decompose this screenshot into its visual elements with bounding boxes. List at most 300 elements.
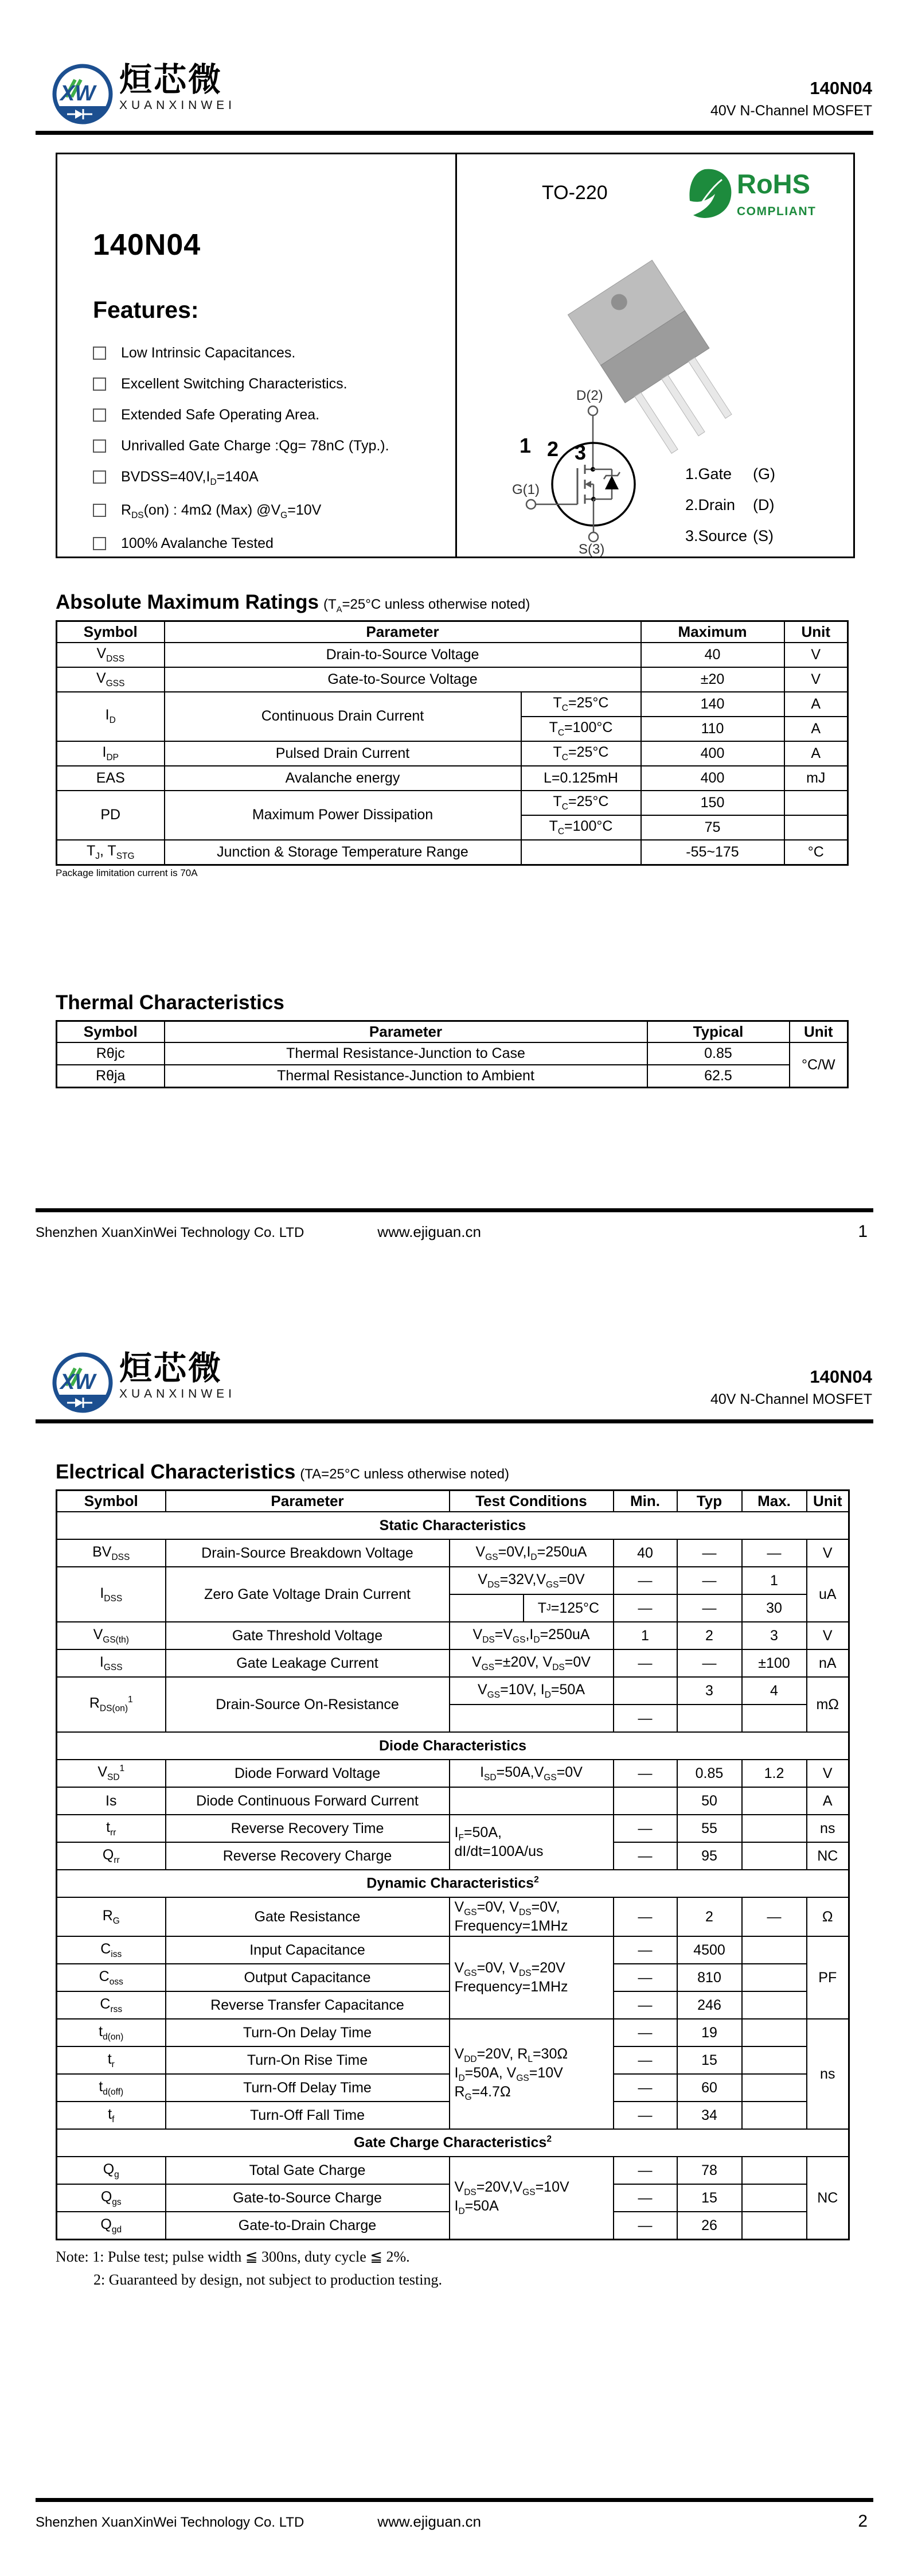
section-title: Gate Charge Characteristics$^2$ (57, 2129, 849, 2157)
section-row (57, 2129, 849, 2157)
max-cell: 30 (742, 1594, 807, 1622)
elec-title: Electrical Characteristics (56, 1461, 296, 1483)
cond-cell (450, 2019, 614, 2129)
min-cell: — (614, 1936, 677, 1964)
typ-cell: 78 (677, 2157, 742, 2184)
max-cell: 75 (641, 815, 784, 840)
unit-cell: V (807, 1539, 849, 1567)
footer-company: Shenzhen XuanXinWei Technology Co. LTD (36, 2515, 304, 2530)
typ-cell: 0.85 (647, 1042, 790, 1065)
sym-cell: $V_{GS(th)}$ (57, 1622, 166, 1649)
sym-cell: $V_{DSS}$ (57, 643, 165, 667)
unit-cell: NC (807, 1842, 849, 1870)
brand-block (119, 1352, 236, 1401)
max-cell (742, 2157, 807, 2184)
param-cell: Continuous Drain Current (165, 692, 521, 741)
typ-cell: 15 (677, 2046, 742, 2074)
col-unit: Unit (807, 1491, 849, 1512)
elec-title-note: (TA=25°C unless otherwise noted) (300, 1466, 509, 1482)
feature-item (93, 535, 389, 552)
checkbox-icon (93, 470, 106, 484)
company-logo-icon (49, 59, 116, 129)
page-number: 2 (858, 2512, 868, 2531)
typ-cell: 15 (677, 2184, 742, 2212)
feature-text: Unrivalled Gate Charge :Qg= 78nC (Typ.). (121, 438, 389, 454)
table-row (57, 1787, 849, 1815)
cond-cell (450, 1936, 614, 2019)
sym-cell: $V_{GSS}$ (57, 667, 165, 692)
unit-cell: PF (807, 1936, 849, 2019)
section-title: Dynamic Characteristics$^2$ (57, 1870, 849, 1897)
param-cell: Avalanche energy (165, 766, 521, 791)
param-cell: Turn-Off Fall Time (166, 2102, 450, 2129)
cond-line: dI/dt=100A/us (454, 1843, 544, 1859)
param-cell: Thermal Resistance-Junction to Case (165, 1042, 647, 1065)
typ-cell: 19 (677, 2019, 742, 2046)
note-line: Note: 1: Pulse test; pulse width ≦ 300ns, duty cycle ≦ 2%. (56, 2248, 410, 2265)
cond-cell (450, 1815, 614, 1870)
gate-label: G(1) (512, 482, 540, 497)
cond-line: Frequency=1MHz (454, 1979, 568, 1995)
table-row (57, 791, 848, 815)
part-number: 140N04 (810, 78, 872, 98)
feature-text: Extended Safe Operating Area. (121, 407, 320, 423)
min-cell (614, 1677, 677, 1705)
page2-footer (36, 2498, 873, 2531)
param-cell: Drain-Source Breakdown Voltage (166, 1539, 450, 1567)
pin-code: (D) (753, 496, 775, 513)
electrical-section (56, 1461, 850, 2289)
max-cell (742, 1842, 807, 1870)
header-part-block (710, 78, 872, 119)
sym-cell: $t_{d(on)}$ (57, 2019, 166, 2046)
package-limitation-note: Package limitation current is 70A (56, 867, 198, 878)
unit-cell (784, 815, 848, 840)
min-cell: — (614, 1964, 677, 1991)
typ-cell: 3 (677, 1677, 742, 1705)
param-cell: Input Capacitance (166, 1936, 450, 1964)
max-cell: ±100 (742, 1649, 807, 1677)
cond-cell: $V_{DS}=V_{GS},I_D=250uA$ (450, 1622, 614, 1649)
cond-cell: $I_{SD}=50A,V_{GS}=0V$ (450, 1760, 614, 1787)
col-typ: Typ (677, 1491, 742, 1512)
param-cell: Maximum Power Dissipation (165, 791, 521, 840)
unit-cell: A (784, 692, 848, 717)
feature-text: Excellent Switching Characteristics. (121, 376, 347, 392)
pin-code: (S) (753, 527, 774, 544)
header-rule (36, 131, 873, 135)
sym-cell: $t_{rr}$ (57, 1815, 166, 1842)
cond-line: $I_F=50A$, (454, 1824, 502, 1843)
pin2-number: 2 (547, 437, 559, 461)
cond-cell (450, 1787, 614, 1815)
col-symbol: Symbol (57, 1491, 166, 1512)
cond-cell: $T_C=25^\circ C$ (521, 791, 641, 815)
pin-function (685, 496, 775, 514)
col-maximum: Maximum (641, 621, 784, 643)
note-line: 2: Guaranteed by design, not subject to production testing. (93, 2271, 442, 2288)
sym-cell: $t_{d(off)}$ (57, 2074, 166, 2102)
table-row (57, 1539, 849, 1567)
typ-cell: 62.5 (647, 1065, 790, 1088)
thermal-table (56, 1020, 849, 1088)
checkbox-icon (93, 537, 106, 550)
table-header-row (57, 621, 848, 643)
typ-cell: 2 (677, 1622, 742, 1649)
cond-cell: $V_{GS}=10V$, $I_D=50A$ (450, 1677, 614, 1705)
intro-box (56, 153, 855, 558)
brand-block (119, 63, 236, 112)
part-subtitle: 40V N-Channel MOSFET (710, 103, 872, 119)
max-cell: 3 (742, 1622, 807, 1649)
cond-cell (450, 1705, 614, 1732)
company-logo-icon (49, 1348, 116, 1418)
package-name: TO-220 (542, 182, 608, 204)
param-cell: Output Capacitance (166, 1964, 450, 1991)
min-cell: — (614, 1897, 677, 1936)
cond-line: $V_{GS}=0V$, $V_{DS}=0V$, (454, 1899, 560, 1917)
col-parameter: Parameter (165, 621, 641, 643)
pin-function (685, 527, 775, 545)
abs-max-title: Absolute Maximum Ratings (56, 591, 319, 613)
part-subtitle: 40V N-Channel MOSFET (710, 1391, 872, 1407)
abs-max-table (56, 620, 849, 866)
max-cell (742, 2102, 807, 2129)
cond-cell: $T_C=100^\circ C$ (521, 815, 641, 840)
table-header-row (57, 1021, 848, 1043)
cond-cell: $V_{GS}=0V,I_D=250uA$ (450, 1539, 614, 1567)
features-panel (57, 154, 457, 557)
checkbox-icon (93, 347, 106, 360)
typ-cell: 34 (677, 2102, 742, 2129)
brand-name-chinese: 烜芯微 (119, 61, 222, 98)
param-cell: Pulsed Drain Current (165, 741, 521, 766)
feature-item (93, 407, 389, 423)
section-title: Diode Characteristics (57, 1732, 849, 1760)
package-panel (457, 154, 853, 557)
typ-cell: 810 (677, 1964, 742, 1991)
unit-cell: Ω (807, 1897, 849, 1936)
table-row (57, 667, 848, 692)
param-cell: Turn-Off Delay Time (166, 2074, 450, 2102)
rohs-compliant-icon (683, 165, 823, 227)
cond-line: $V_{DS}=20V,V_{GS}=10V$ (454, 2179, 569, 2197)
sym-cell: $t_f$ (57, 2102, 166, 2129)
section-title: Static Characteristics (57, 1512, 849, 1539)
unit-cell: A (784, 717, 848, 741)
sym-cell: $BV_{DSS}$ (57, 1539, 166, 1567)
sym-cell: $I_{DP}$ (57, 741, 165, 766)
sym-cell: EAS (57, 766, 165, 791)
max-cell (742, 1815, 807, 1842)
page1-header (0, 0, 910, 138)
feature-text: Low Intrinsic Capacitances. (121, 345, 296, 361)
typ-cell: 246 (677, 1991, 742, 2019)
sym-cell: $R_G$ (57, 1897, 166, 1936)
cond-cell (521, 840, 641, 865)
typ-cell: — (677, 1539, 742, 1567)
min-cell: — (614, 2157, 677, 2184)
sym-cell: Rθjc (57, 1042, 165, 1065)
feature-text: 100% Avalanche Tested (121, 535, 274, 551)
param-cell: Junction & Storage Temperature Range (165, 840, 521, 865)
table-row (57, 692, 848, 717)
sym-cell: PD (57, 791, 165, 840)
sym-cell: $t_r$ (57, 2046, 166, 2074)
table-row (57, 840, 848, 865)
col-unit: Unit (790, 1021, 848, 1043)
checkbox-icon (93, 378, 106, 391)
table-row (57, 1760, 849, 1787)
feature-text: $BVDSS=40V,I_D=140A$ (121, 469, 259, 487)
cond-cell (450, 1897, 614, 1936)
footer-rule (36, 1208, 873, 1212)
abs-max-section (56, 591, 849, 879)
unit-cell: °C (784, 840, 848, 865)
typ-cell: 26 (677, 2212, 742, 2240)
col-unit: Unit (784, 621, 848, 643)
pin-name: 2.Drain (685, 496, 736, 513)
max-cell: ±20 (641, 667, 784, 692)
max-cell: 400 (641, 741, 784, 766)
pin-name: 3.Source (685, 527, 748, 544)
features-title: Features: (93, 297, 199, 323)
cond-line: $V_{DD}=20V$, $R_L=30\Omega$ (454, 2045, 568, 2064)
col-typical: Typical (647, 1021, 790, 1043)
min-cell: — (614, 2102, 677, 2129)
checkbox-icon (93, 504, 106, 517)
table-row (57, 766, 848, 791)
unit-cell (784, 791, 848, 815)
sym-cell: $C_{oss}$ (57, 1964, 166, 1991)
min-cell: — (614, 1594, 677, 1622)
min-cell: — (614, 1760, 677, 1787)
sym-cell: $Q_g$ (57, 2157, 166, 2184)
pin-name: 1.Gate (685, 465, 732, 482)
max-cell (742, 2019, 807, 2046)
feature-text: $R_{DS}(on)$ : 4mΩ (Max) $@V_G=10V$ (121, 502, 322, 520)
section-row (57, 1870, 849, 1897)
max-cell: -55~175 (641, 840, 784, 865)
min-cell: — (614, 2019, 677, 2046)
rohs-text: RoHS (737, 169, 810, 199)
cond-line: $I_D=50A$ (454, 2198, 499, 2216)
param-cell: Gate Resistance (166, 1897, 450, 1936)
feature-item (93, 345, 389, 361)
max-cell: 40 (641, 643, 784, 667)
cond-line: Frequency=1MHz (454, 1918, 568, 1934)
param-cell: Total Gate Charge (166, 2157, 450, 2184)
param-cell: Gate-to-Source Charge (166, 2184, 450, 2212)
max-cell: — (742, 1539, 807, 1567)
page1-footer (36, 1208, 873, 1242)
sym-cell: Rθja (57, 1065, 165, 1088)
logo-monogram: XW (60, 81, 96, 106)
unit-cell: mJ (784, 766, 848, 791)
sym-cell: $C_{iss}$ (57, 1936, 166, 1964)
unit-cell: A (784, 741, 848, 766)
param-cell: Gate-to-Drain Charge (166, 2212, 450, 2240)
min-cell: — (614, 1842, 677, 1870)
checkbox-icon (93, 408, 106, 422)
col-parameter: Parameter (166, 1491, 450, 1512)
sym-cell: $I_D$ (57, 692, 165, 741)
param-cell: Diode Forward Voltage (166, 1760, 450, 1787)
feature-item (93, 502, 389, 521)
thermal-section (56, 991, 849, 1088)
brand-name-chinese: 烜芯微 (119, 1350, 222, 1387)
footer-website: www.ejiguan.cn (377, 1223, 481, 1240)
min-cell: — (614, 1815, 677, 1842)
part-number: 140N04 (810, 1367, 872, 1387)
pin3-number: 3 (575, 441, 587, 464)
feature-item (93, 376, 389, 392)
max-cell: 1 (742, 1567, 807, 1594)
typ-cell (677, 1705, 742, 1732)
source-label: S(3) (579, 542, 605, 557)
min-cell: — (614, 1991, 677, 2019)
cond-cell: $T_C=25^\circ C$ (521, 741, 641, 766)
typ-cell: 55 (677, 1815, 742, 1842)
cond-cell: $V_{DS}=32V,V_{GS}=0V$ (450, 1567, 614, 1594)
max-cell (742, 2184, 807, 2212)
table-row (57, 1065, 848, 1088)
table-row (57, 1936, 849, 1964)
cond-cell: $T_C=100^\circ C$ (521, 717, 641, 741)
rohs-compliant-text: COMPLIANT (737, 205, 817, 218)
table-row (57, 1622, 849, 1649)
max-cell: — (742, 1897, 807, 1936)
max-cell (742, 1991, 807, 2019)
max-cell: 150 (641, 791, 784, 815)
brand-name-english: XUANXINWEI (119, 98, 236, 112)
footer-website: www.ejiguan.cn (377, 2513, 481, 2530)
col-min: Min. (614, 1491, 677, 1512)
table-row (57, 1677, 849, 1705)
table-header-row (57, 1491, 849, 1512)
cond-line: $V_{GS}=0V$, $V_{DS}=20V$ (454, 1960, 565, 1978)
empty-subcell (450, 1595, 525, 1621)
cond-cell (450, 1594, 614, 1622)
typ-cell: — (677, 1594, 742, 1622)
feature-item (93, 469, 389, 488)
min-cell: 1 (614, 1622, 677, 1649)
pin-function (685, 465, 775, 483)
part-title: 140N04 (93, 228, 201, 262)
param-cell: Drain-Source On-Resistance (166, 1677, 450, 1732)
max-cell (742, 1705, 807, 1732)
unit-cell: nA (807, 1649, 849, 1677)
sym-cell: $T_J$, $T_{STG}$ (57, 840, 165, 865)
header-part-block (710, 1367, 872, 1408)
max-cell: 1.2 (742, 1760, 807, 1787)
param-cell: Gate-to-Source Voltage (165, 667, 641, 692)
table-row (57, 1567, 849, 1594)
feature-item (93, 438, 389, 454)
table-row (57, 1649, 849, 1677)
typ-cell: 4500 (677, 1936, 742, 1964)
param-cell: Reverse Transfer Capacitance (166, 1991, 450, 2019)
unit-cell: uA (807, 1567, 849, 1622)
typ-cell: 50 (677, 1787, 742, 1815)
table-row (57, 2019, 849, 2046)
min-cell: — (614, 2046, 677, 2074)
max-cell (742, 1787, 807, 1815)
footer-company: Shenzhen XuanXinWei Technology Co. LTD (36, 1225, 304, 1240)
sym-cell: $C_{rss}$ (57, 1991, 166, 2019)
footer-row (36, 2512, 873, 2531)
col-max: Max. (742, 1491, 807, 1512)
max-cell (742, 2212, 807, 2240)
min-cell (614, 1787, 677, 1815)
table-notes (56, 2248, 850, 2289)
unit-cell: ns (807, 2019, 849, 2129)
param-cell: Reverse Recovery Time (166, 1815, 450, 1842)
mosfet-symbol (491, 384, 698, 559)
min-cell: — (614, 2074, 677, 2102)
unit-cell: ns (807, 1815, 849, 1842)
typ-cell: 95 (677, 1842, 742, 1870)
max-cell (742, 1964, 807, 1991)
param-cell: Diode Continuous Forward Current (166, 1787, 450, 1815)
cond-line: $I_D=50A$, $V_{GS}=10V$ (454, 2064, 563, 2083)
footer-rule (36, 2498, 873, 2502)
sym-cell: $Q_{rr}$ (57, 1842, 166, 1870)
col-symbol: Symbol (57, 1021, 165, 1043)
table-row (57, 741, 848, 766)
cond-cell: L=0.125mH (521, 766, 641, 791)
min-cell: 40 (614, 1539, 677, 1567)
unit-cell: V (807, 1760, 849, 1787)
param-cell: Turn-On Delay Time (166, 2019, 450, 2046)
typ-cell: — (677, 1567, 742, 1594)
max-cell: 140 (641, 692, 784, 717)
pin-function-list (685, 465, 775, 558)
typ-cell: 0.85 (677, 1760, 742, 1787)
min-cell: — (614, 1649, 677, 1677)
min-cell: — (614, 2184, 677, 2212)
param-cell: Turn-On Rise Time (166, 2046, 450, 2074)
max-cell (742, 2046, 807, 2074)
unit-cell: °C/W (790, 1042, 848, 1088)
footer-row (36, 1222, 873, 1242)
max-cell: 4 (742, 1677, 807, 1705)
page2-header (0, 1289, 910, 1426)
param-cell: Zero Gate Voltage Drain Current (166, 1567, 450, 1622)
max-cell (742, 2074, 807, 2102)
brand-name-english: XUANXINWEI (119, 1387, 236, 1400)
min-cell: — (614, 1567, 677, 1594)
unit-cell: A (807, 1787, 849, 1815)
drain-label: D(2) (576, 388, 603, 403)
param-cell: Gate Leakage Current (166, 1649, 450, 1677)
table-row (57, 643, 848, 667)
typ-cell: — (677, 1649, 742, 1677)
unit-cell: V (784, 643, 848, 667)
unit-cell: V (784, 667, 848, 692)
electrical-table (56, 1489, 850, 2240)
sym-cell: $I_{GSS}$ (57, 1649, 166, 1677)
unit-cell: NC (807, 2157, 849, 2240)
features-list (93, 345, 389, 566)
col-parameter: Parameter (165, 1021, 647, 1043)
param-cell: Reverse Recovery Charge (166, 1842, 450, 1870)
param-cell: Gate Threshold Voltage (166, 1622, 450, 1649)
typ-cell: 60 (677, 2074, 742, 2102)
pin1-number: 1 (520, 434, 532, 457)
sym-cell: $Q_{gd}$ (57, 2212, 166, 2240)
sym-cell: $R_{DS(on)}^1$ (57, 1677, 166, 1732)
